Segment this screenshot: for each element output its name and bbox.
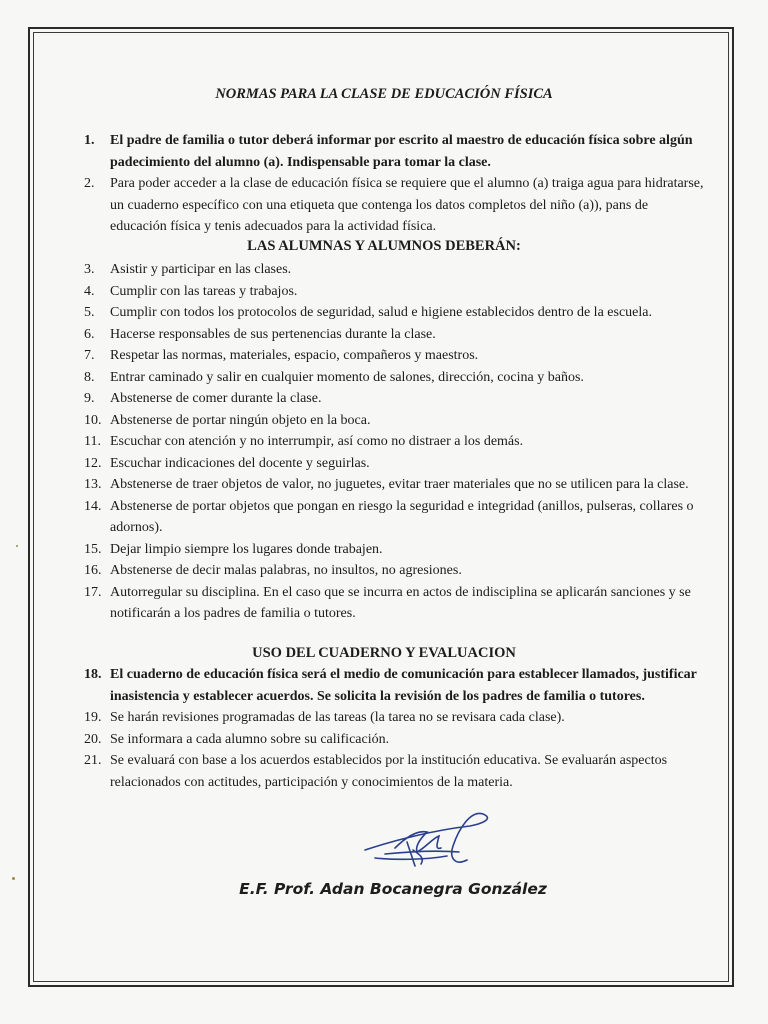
rule-item [84,130,704,173]
handwritten-signature [355,808,495,878]
rule-item [84,345,704,367]
rule-text: El cuaderno de educación física será el medio de comunicación para establecer llamados, justificar inasistencia y establecer acuerdos. Se solicita la revisión de los padres de familia o tutores. [110,667,697,704]
rule-item [84,453,704,475]
notebook-rules-list [84,664,704,793]
rule-text: Se harán revisiones programadas de las tareas (la tarea no se revisara cada clase). [110,710,565,725]
rule-text: Entrar caminado y salir en cualquier momento de salones, dirección, cocina y baños. [110,369,584,385]
paper-speck [12,877,15,880]
rule-number: 7. [84,348,95,363]
rule-text: Dejar limpio siempre los lugares donde trabajen. [110,541,383,557]
rule-text: Autorregular su disciplina. En el caso que se incurra en actos de indisciplina se aplicarán sanciones y se notificarán a los padres de familia o tutores. [110,584,691,621]
rule-number: 14. [84,498,102,514]
rule-number: 4. [84,283,95,299]
paper-speck [16,545,18,547]
rule-text: Abstenerse de traer objetos de valor, no juguetes, evitar traer materiales que no se utilicen para la clase. [110,477,689,492]
rule-number: 8. [84,369,95,385]
rule-number: 15. [84,541,102,557]
rule-number: 1. [84,133,95,148]
rule-item [84,474,704,496]
section-heading-notebook: USO DEL CUADERNO Y EVALUACION [252,645,516,661]
rule-text: Respetar las normas, materiales, espacio, compañeros y maestros. [110,348,479,363]
rule-item [84,750,704,793]
rule-text: Cumplir con todos los protocolos de seguridad, salud e higiene establecidos dentro de la escuela. [110,305,652,320]
rule-text: Abstenerse de portar ningún objeto en la boca. [110,412,371,428]
rule-text: El padre de familia o tutor deberá informar por escrito al maestro de educación física sobre algún padecimiento del alumno (a). Indispensable para tomar la clase. [110,133,693,170]
rule-number: 16. [84,563,102,578]
rule-item [84,729,704,751]
rule-number: 12. [84,455,102,471]
rule-item [84,582,704,625]
rule-item [84,496,704,539]
rule-item [84,388,704,410]
rule-item [84,173,704,238]
rule-item [84,664,704,707]
rule-text: Se informara a cada alumno sobre su calificación. [110,731,390,747]
rule-item [84,560,704,582]
rule-item [84,539,704,561]
rule-text: Cumplir con las tareas y trabajos. [110,283,298,299]
rule-number: 20. [84,731,102,747]
rule-text: Asistir y participar en las clases. [110,262,292,277]
rule-number: 10. [84,412,102,428]
rule-text: Hacerse responsables de sus pertenencias durante la clase. [110,326,436,342]
student-rules-list [84,259,704,625]
rule-item [84,324,704,346]
rule-item [84,302,704,324]
rule-item [84,431,704,453]
rule-number: 3. [84,262,95,277]
signer-name: E.F. Prof. Adan Bocanegra González [239,880,547,898]
rule-text: Abstenerse de portar objetos que pongan en riesgo la seguridad e integridad (anillos, pulseras, collares o adornos). [110,498,694,535]
rule-number: 18. [84,667,102,682]
intro-rules-list [84,130,704,238]
rule-item [84,281,704,303]
rule-number: 19. [84,710,102,725]
rule-number: 17. [84,584,102,600]
rule-text: Se evaluará con base a los acuerdos establecidos por la institución educativa. Se evaluarán aspectos relacionados con actitudes, participación y conocimientos de la materia. [110,753,668,790]
rule-number: 13. [84,477,102,492]
rule-item [84,367,704,389]
section-heading-students: LAS ALUMNAS Y ALUMNOS DEBERÁN: [247,238,521,254]
rule-text: Para poder acceder a la clase de educación física se requiere que el alumno (a) traiga agua para hidratarse, un cuaderno específico con una etiqueta que contenga los datos completos del niño (a)), pans de educación física y tenis adecuados para la actividad física. [110,176,704,234]
rule-text: Abstenerse de decir malas palabras, no insultos, no agresiones. [110,563,462,578]
rule-item [84,259,704,281]
rule-item [84,410,704,432]
rule-text: Abstenerse de comer durante la clase. [110,391,322,406]
document-title: NORMAS PARA LA CLASE DE EDUCACIÓN FÍSICA [215,86,553,102]
rule-number: 11. [84,434,101,449]
rule-number: 5. [84,305,95,320]
rule-number: 6. [84,326,95,342]
rule-number: 9. [84,391,95,406]
rule-text: Escuchar indicaciones del docente y seguirlas. [110,455,370,471]
rule-item [84,707,704,729]
rule-text: Escuchar con atención y no interrumpir, así como no distraer a los demás. [110,434,524,449]
rule-number: 21. [84,753,102,768]
rule-number: 2. [84,176,95,191]
